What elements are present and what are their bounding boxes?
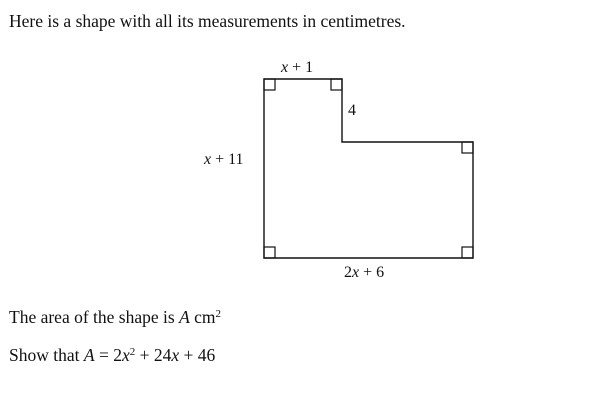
right-angle-marker-top-notch [331,79,342,90]
right-angle-marker-bottom-right [462,247,473,258]
area-variable: A [179,307,190,327]
right-angle-marker-top-left [264,79,275,90]
label-notch-depth: 4 [348,102,356,119]
area-statement: The area of the shape is A $cm^2$ [9,307,222,327]
label-bottom-width: 2x + 6 [344,264,385,281]
shape-outline [264,79,473,258]
question-intro: Here is a shape with all its measurements in centimetres. [9,11,406,31]
label-left-height: x + 11 [204,151,244,168]
show-statement: Show that $A = 2x^2 + 24x + 46$ [9,345,216,365]
label-top-width: x + 1 [281,59,314,76]
right-angle-marker-right-top [462,142,473,153]
right-angle-marker-bottom-left [264,247,275,258]
